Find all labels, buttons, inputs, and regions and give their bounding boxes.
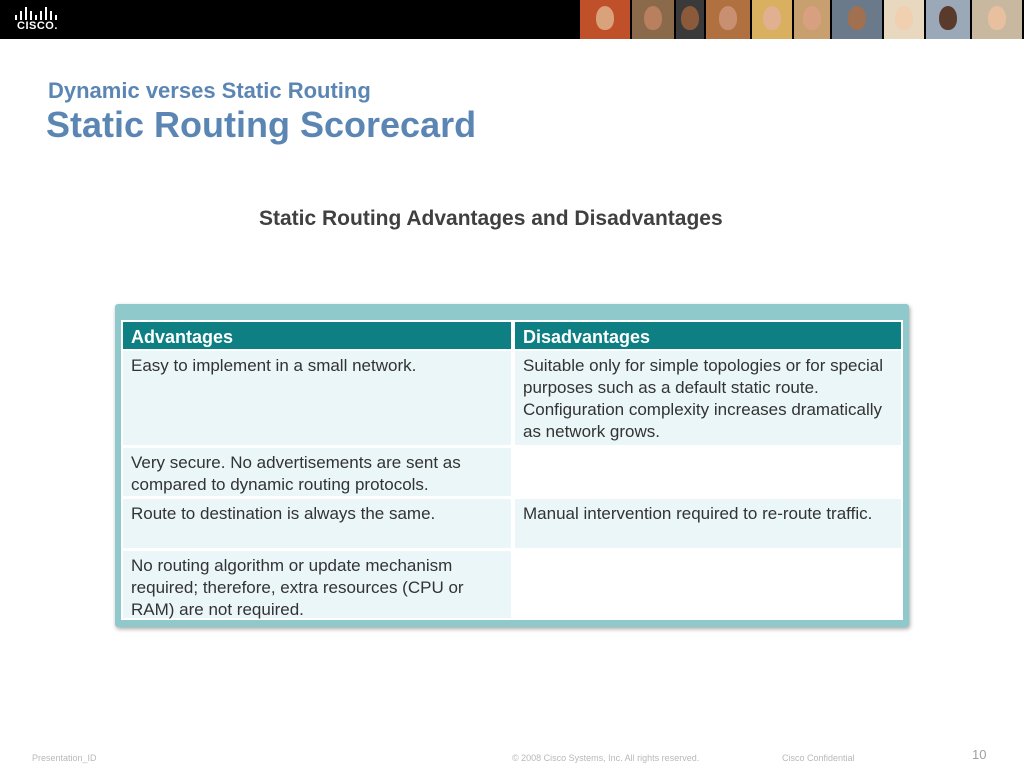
cisco-bridge-icon bbox=[14, 7, 62, 21]
face-shape bbox=[644, 6, 662, 30]
table-grid bbox=[121, 320, 903, 620]
cisco-logo bbox=[6, 4, 68, 34]
footer-confidential: Cisco Confidential bbox=[782, 753, 855, 763]
face-shape bbox=[895, 6, 913, 30]
people-photo-strip bbox=[580, 0, 1024, 39]
face-shape bbox=[719, 6, 737, 30]
person-photo bbox=[632, 0, 676, 39]
table-cell-disadvantage-3: Manual intervention required to re-route traffic. bbox=[515, 499, 901, 548]
page-number: 10 bbox=[972, 747, 987, 762]
table-heading: Static Routing Advantages and Disadvantages bbox=[259, 207, 723, 230]
table-cell-disadvantage-1: Suitable only for simple topologies or for special purposes such as a default static route. Configuration complexity increases dramatically as network grows. bbox=[515, 351, 901, 445]
scorecard-table bbox=[115, 304, 909, 627]
table-cell-disadvantage-2 bbox=[515, 448, 901, 496]
slide-subtitle: Dynamic verses Static Routing bbox=[48, 78, 371, 103]
header-bar bbox=[0, 0, 1024, 39]
person-photo bbox=[926, 0, 972, 39]
person-photo bbox=[706, 0, 752, 39]
table-cell-advantage-1: Easy to implement in a small network. bbox=[123, 351, 511, 445]
person-photo bbox=[884, 0, 926, 39]
table-cell-advantage-4: No routing algorithm or update mechanism required; therefore, extra resources (CPU or RAM) are not required. bbox=[123, 551, 511, 618]
face-shape bbox=[681, 6, 699, 30]
person-photo bbox=[676, 0, 706, 39]
person-photo bbox=[832, 0, 884, 39]
table-cell-disadvantage-4 bbox=[515, 551, 901, 618]
face-shape bbox=[848, 6, 866, 30]
table-cell-advantage-2: Very secure. No advertisements are sent as compared to dynamic routing protocols. bbox=[123, 448, 511, 496]
footer-copyright: © 2008 Cisco Systems, Inc. All rights reserved. bbox=[512, 753, 700, 763]
person-photo bbox=[580, 0, 632, 39]
person-photo bbox=[752, 0, 794, 39]
person-photo bbox=[972, 0, 1024, 39]
logo-text: CISCO. bbox=[17, 20, 58, 32]
footer-presentation-id: Presentation_ID bbox=[32, 753, 97, 763]
header-advantages: Advantages bbox=[123, 322, 511, 349]
header-disadvantages: Disadvantages bbox=[515, 322, 901, 349]
person-photo bbox=[794, 0, 832, 39]
face-shape bbox=[596, 6, 614, 30]
table-cell-advantage-3: Route to destination is always the same. bbox=[123, 499, 511, 548]
face-shape bbox=[988, 6, 1006, 30]
slide-title: Static Routing Scorecard bbox=[46, 104, 477, 145]
face-shape bbox=[763, 6, 781, 30]
face-shape bbox=[939, 6, 957, 30]
face-shape bbox=[803, 6, 821, 30]
